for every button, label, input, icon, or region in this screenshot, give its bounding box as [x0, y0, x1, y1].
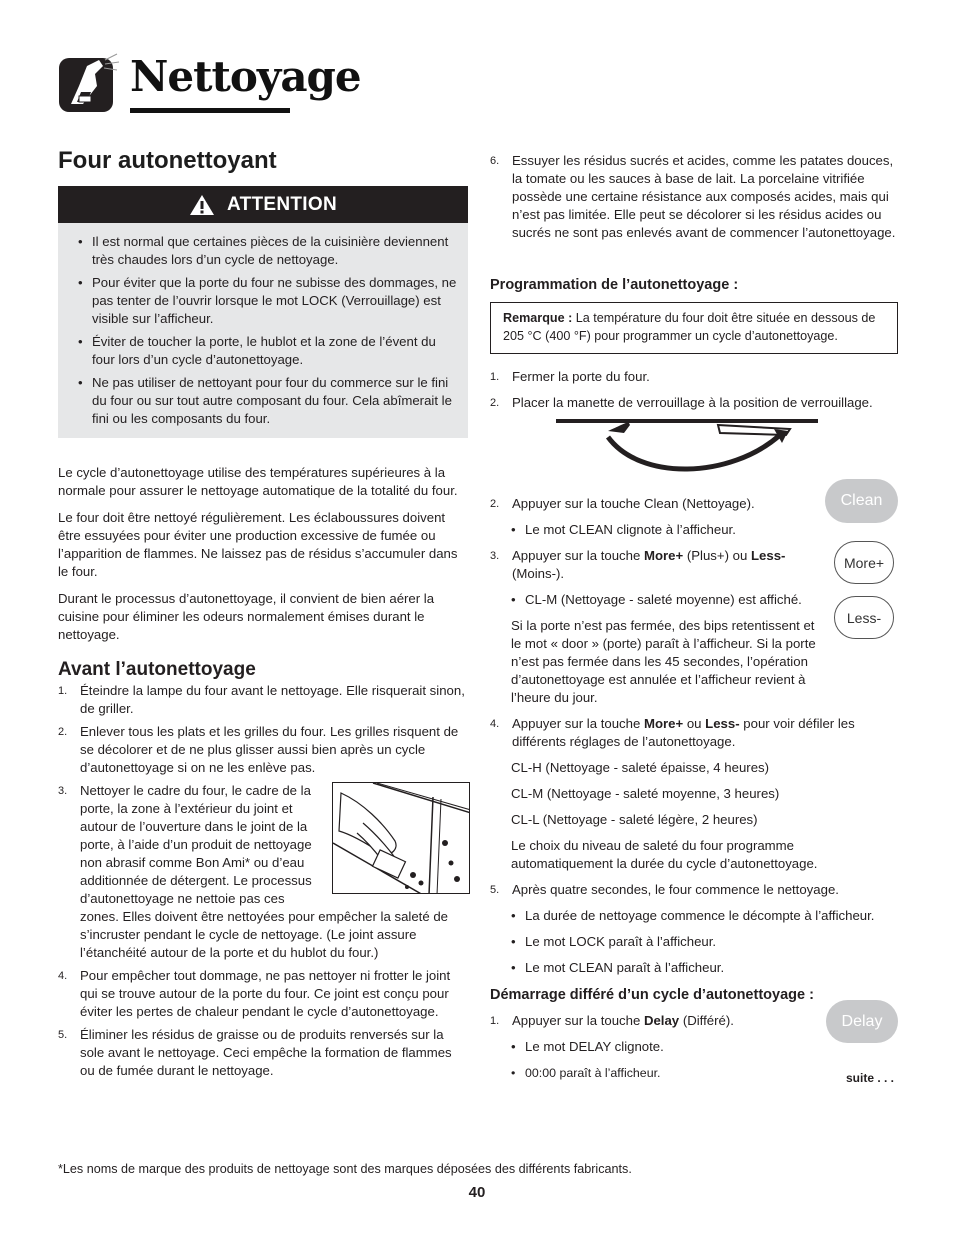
step-number: 2. — [58, 726, 68, 738]
door-note: Si la porte n’est pas fermée, des bips retentissent et le mot « door » (porte) paraît à l’afficheur. Si la porte n’est pas fermée dans les 45 secondes, l’opération d’autonettoyage est annulée et l’afficheur revient à l’heure du jour. — [511, 618, 816, 705]
program-step — [490, 368, 898, 386]
program-step-more — [490, 547, 790, 583]
step-number: 1. — [58, 685, 68, 697]
step-text: Essuyer les résidus sucrés et acides, comme les patates douces, la tomate ou les sauces à base de lait. La porcelaine vitrifiée possède une certaine résistance aux composés acides, mais qui n’est pas limitée. Elle peut se décolorer si les résidus acides ou sucrés ne sont pas enlevés avant de commencer l’autonettoyage. — [512, 153, 896, 240]
warning-triangle-icon — [189, 194, 215, 216]
step-text: Éliminer les résidus de graisse ou de produits renversés sur la sole avant le nettoyage. Ceci empêche la formation de flammes ou de fumée durant le nettoyage. — [80, 1027, 452, 1078]
step-text: Nettoyer le cadre du four, le cadre de la porte, la zone à l’extérieur du joint et autour de l’ouverture dans le joint de la porte, à l’aide d’un produit de nettoyage non abrasif comme Bon Ami* ou d’eau additionnée de détergent. Le processus d’autonettoyage ne nettoie pas ces zones. Elles doivent être nettoyées pour empêcher la saleté de s’incruster pendant le cycle de nettoyage. (Le joint assure l’étanchéité autour de la porte et du hublot du four.) — [80, 783, 449, 960]
level-note: Le choix du niveau de saleté du four programme automatiquement la durée du cycle d’autonettoyage. — [511, 838, 818, 871]
level-item: CL-L (Nettoyage - saleté légère, 2 heures) — [511, 812, 758, 827]
avant-step — [58, 723, 468, 777]
step5-bullet: • Le mot LOCK paraît à l’afficheur. — [490, 933, 898, 951]
clean-key-button[interactable]: Clean — [825, 479, 898, 523]
more-label: More+ — [643, 716, 684, 731]
step-number: 4. — [490, 718, 500, 730]
left-column — [58, 146, 468, 1085]
less-label: Less- — [750, 548, 786, 563]
clean-bullet: • Le mot CLEAN clignote à l’afficheur. — [490, 521, 898, 539]
step5-bullet: • Le mot CLEAN paraît à l’afficheur. — [490, 959, 898, 977]
intro-paragraph: Le cycle d’autonettoyage utilise des températures supérieures à la normale pour assurer le nettoyage automatique de la totalité du four. — [58, 465, 458, 498]
attention-panel — [58, 186, 468, 438]
note-text: La température du four doit être située en dessous de 205 °C (400 °F) pour programmer un cycle d’autonettoyage. — [503, 311, 876, 343]
less-label: Less- — [705, 716, 740, 731]
programming-title: Programmation de l’autonettoyage : — [490, 277, 739, 293]
level-item: CL-M (Nettoyage - saleté moyenne, 3 heures) — [511, 786, 780, 801]
delay-bullet: • 00:00 paraît à l’afficheur. — [490, 1064, 898, 1082]
title-underline — [130, 108, 290, 113]
footnote: *Les noms de marque des produits de nettoyage sont des marques déposées des différents fabricants. — [58, 1162, 632, 1176]
note-box — [490, 302, 898, 354]
section-title: Four autonettoyant — [58, 147, 277, 174]
step-number: 5. — [58, 1029, 68, 1041]
step-text: Appuyer sur la touche Clean (Nettoyage). — [512, 496, 755, 511]
avant-step — [58, 682, 468, 718]
step-number: 5. — [490, 884, 500, 896]
avant-step-6 — [490, 152, 898, 242]
program-step — [490, 394, 898, 412]
lock-lever-illustration — [490, 417, 898, 485]
step-text: (Plus+) ou — [683, 548, 751, 563]
attention-item: • Ne pas utiliser de nettoyant pour four du commerce sur le fini du four ou sur tout autre composant du four. Cela abîmerait le fini ou les composants du four. — [68, 374, 458, 428]
program-step-4 — [490, 715, 898, 751]
intro-paragraph: Le four doit être nettoyé régulièrement. Les éclaboussures doivent être essuyées pour éviter une production excessive de fumée ou l’apparition de flammes. Ne laissez pas de résidus s’accumuler dans le four. — [58, 510, 458, 579]
step-number: 2. — [490, 397, 500, 409]
step-text: Enlever tous les plats et les grilles du four. Les grilles risquent de se décolorer et de ne plus glisser aussi bien après un cycle d’autonettoyage si on ne les enlève pas. — [80, 724, 459, 775]
avant-step — [58, 967, 468, 1021]
step-text: (Moins-). — [512, 566, 565, 581]
attention-title: ATTENTION — [226, 193, 337, 215]
intro-paragraph: Durant le processus d’autonettoyage, il convient de bien aérer la cuisine pour éliminer les odeurs normalement émises durant le nettoyage. — [58, 591, 435, 642]
delay-bullet: • Le mot DELAY clignote. — [490, 1038, 898, 1056]
step-number: 1. — [490, 371, 500, 383]
step-number: 2. — [490, 498, 500, 510]
page-title: Nettoyage — [130, 52, 361, 101]
step-text: Placer la manette de verrouillage à la position de verrouillage. — [512, 395, 873, 410]
step-number: 6. — [490, 155, 500, 167]
attention-item: • Éviter de toucher la porte, le hublot et la zone de l’évent du four lors d’un cycle d’autonettoyage. — [68, 333, 458, 369]
step-text: Après quatre secondes, le four commence le nettoyage. — [512, 882, 839, 897]
step-number: 4. — [58, 970, 68, 982]
step-text: Appuyer sur la touche — [512, 1013, 644, 1028]
step-text: Éteindre la lampe du four avant le nettoyage. Elle risquerait sinon, de griller. — [80, 683, 465, 716]
more-bullet: • CL-M (Nettoyage - saleté moyenne) est affiché. — [490, 591, 898, 609]
program-step-5 — [490, 881, 898, 899]
delay-key-button[interactable]: Delay — [826, 1000, 898, 1043]
step-text: ou — [683, 716, 706, 731]
avant-step — [58, 782, 468, 962]
attention-header — [58, 186, 468, 223]
step-number: 3. — [490, 550, 500, 562]
step-text: Fermer la porte du four. — [512, 369, 650, 384]
note-label: Remarque : — [503, 311, 573, 325]
step-number: 3. — [58, 785, 68, 797]
step-text: pour voir défiler les différents réglages de l’autonettoyage. — [512, 716, 855, 749]
step-text: (Différé). — [679, 1013, 734, 1028]
less-key-button[interactable]: Less- — [834, 596, 894, 639]
attention-item: • Pour éviter que la porte du four ne subisse des dommages, ne pas tenter de l’ouvrir lorsque le mot LOCK (Verrouillage) est visible sur l’afficheur. — [68, 274, 458, 328]
attention-item: • Il est normal que certaines pièces de la cuisinière deviennent très chaudes lors d’un cycle de nettoyage. — [68, 233, 458, 269]
more-label: More+ — [643, 548, 684, 563]
more-key-button[interactable]: More+ — [834, 541, 894, 584]
step-text: Appuyer sur la touche — [512, 548, 644, 563]
page-number: 40 — [468, 1184, 486, 1201]
level-item: CL-H (Nettoyage - saleté épaisse, 4 heures) — [511, 760, 770, 775]
avant-step — [58, 1026, 468, 1080]
step-number: 1. — [490, 1015, 500, 1027]
step5-bullet: • La durée de nettoyage commence le décompte à l’afficheur. — [490, 907, 898, 925]
step-text: Pour empêcher tout dommage, ne pas nettoyer ni frotter le joint qui se trouve autour de la porte du four. Ce joint est conçu pour éviter les pertes de chaleur pendant le cycle d’autonettoyage. — [80, 968, 451, 1019]
delay-label: Delay — [643, 1013, 680, 1028]
avant-title: Avant l’autonettoyage — [58, 659, 256, 680]
delay-title: Démarrage différé d’un cycle d’autonettoyage : — [490, 987, 814, 1003]
continued-label: suite . . . — [846, 1071, 895, 1085]
attention-body — [58, 223, 468, 438]
cleaning-spray-icon — [57, 52, 121, 116]
oven-frame-cleaning-illustration — [332, 782, 470, 894]
step-text: Appuyer sur la touche — [512, 716, 644, 731]
